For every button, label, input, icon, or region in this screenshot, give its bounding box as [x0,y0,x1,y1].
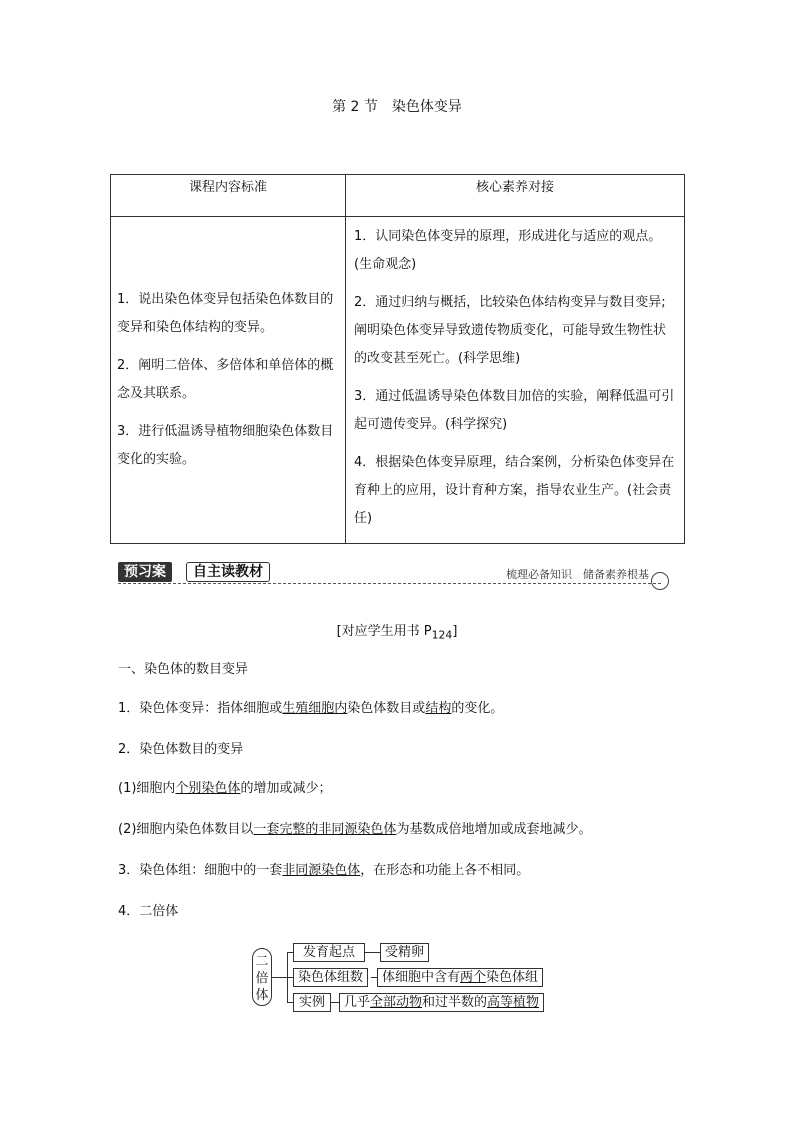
root-node: 二倍体 [252,948,272,1006]
section-banner [118,562,683,588]
text: 的增加或减少； [240,781,332,796]
blank-answer: 一套完整的非同源染色体 [253,822,397,837]
banner-tag-preview: 预习案 [118,562,172,582]
blank-answer: 结构 [425,701,452,716]
text: 1．染色体变异：指体细胞或 [118,701,283,716]
text: 为基数成倍地增加或成套地减少。 [396,822,592,837]
key-box: 染色体组数 [293,968,368,987]
page-title: 第 2 节 染色体变异 [332,99,462,115]
text: 染色体数目或 [347,701,426,716]
table-header-standards: 课程内容标准 [111,175,346,217]
point-3 [118,859,529,878]
section-heading: 一、染色体的数目变异 [118,662,249,677]
banner-subtitle: 梳理必备知识 储备素养根基 [506,568,649,581]
textbook-reference [0,620,794,642]
literacy-item: 3．通过低温诱导染色体数目加倍的实验，阐释低温可引起可遗传变异。(科学探究) [354,389,675,432]
literacy-cell [346,217,685,544]
literacy-item: 2．通过归纳与概括，比较染色体结构变异与数目变异;阐明染色体变异导致遗传物质变化，可能导致生物性状的改变甚至死亡。(科学思维) [354,295,667,366]
point-1 [118,697,503,716]
text: 3．染色体组：细胞中的一套 [118,863,283,878]
point-2-heading: 2．染色体数目的变异 [118,742,244,757]
connector [272,977,287,978]
banner-divider [118,583,661,584]
literacy-item: 4．根据染色体变异原理，结合案例，分析染色体变异在育种上的应用，设计育种方案，指导农业生产。(社会责任) [354,455,675,526]
standard-item: 2．阐明二倍体、多倍体和单倍体的概念及其联系。 [117,358,334,401]
reference-prefix: [对应学生用书 P [336,624,432,639]
table-header-literacy: 核心素养对接 [346,175,685,217]
point-4-heading: 4．二倍体 [118,904,179,919]
text: 几乎 [344,995,371,1010]
point-2a [118,777,331,796]
value-box [377,968,543,987]
text: (2)细胞内染色体数目以 [118,822,254,837]
key-box: 发育起点 [293,943,365,962]
point-2b [118,818,591,837]
connector [365,952,380,953]
literacy-item: 1．认同染色体变异的原理，形成进化与适应的观点。(生命观念) [354,229,662,272]
reference-suffix: ] [452,624,458,639]
text: ，在形态和功能上各不相同。 [360,863,530,878]
connector [331,1002,339,1003]
text: 体细胞中含有 [382,970,461,985]
text: 的变化。 [451,701,504,716]
blank-answer: 生殖细胞内 [282,701,348,716]
standard-item: 1．说出染色体变异包括染色体数目的变异和染色体结构的变异。 [117,292,334,335]
text: 和过半数的 [422,995,488,1010]
curriculum-table [110,174,685,544]
seal-icon [651,572,669,590]
text: (1)细胞内 [118,781,176,796]
value-box [339,993,544,1012]
banner-tag-self-study: 自主读教材 [186,562,270,582]
blank-answer: 全部动物 [370,995,423,1010]
value-box: 受精卵 [380,943,429,962]
blank-answer: 非同源染色体 [282,863,361,878]
standard-item: 3．进行低温诱导植物细胞染色体数目变化的实验。 [117,424,334,467]
blank-answer: 高等植物 [487,995,540,1010]
diploid-concept-map [250,940,550,1020]
key-box: 实例 [293,993,331,1012]
text: 染色体组 [486,970,539,985]
standards-cell [111,217,346,544]
blank-answer: 个别染色体 [175,781,241,796]
reference-page: 124 [431,628,453,642]
blank-answer: 两个 [460,970,487,985]
